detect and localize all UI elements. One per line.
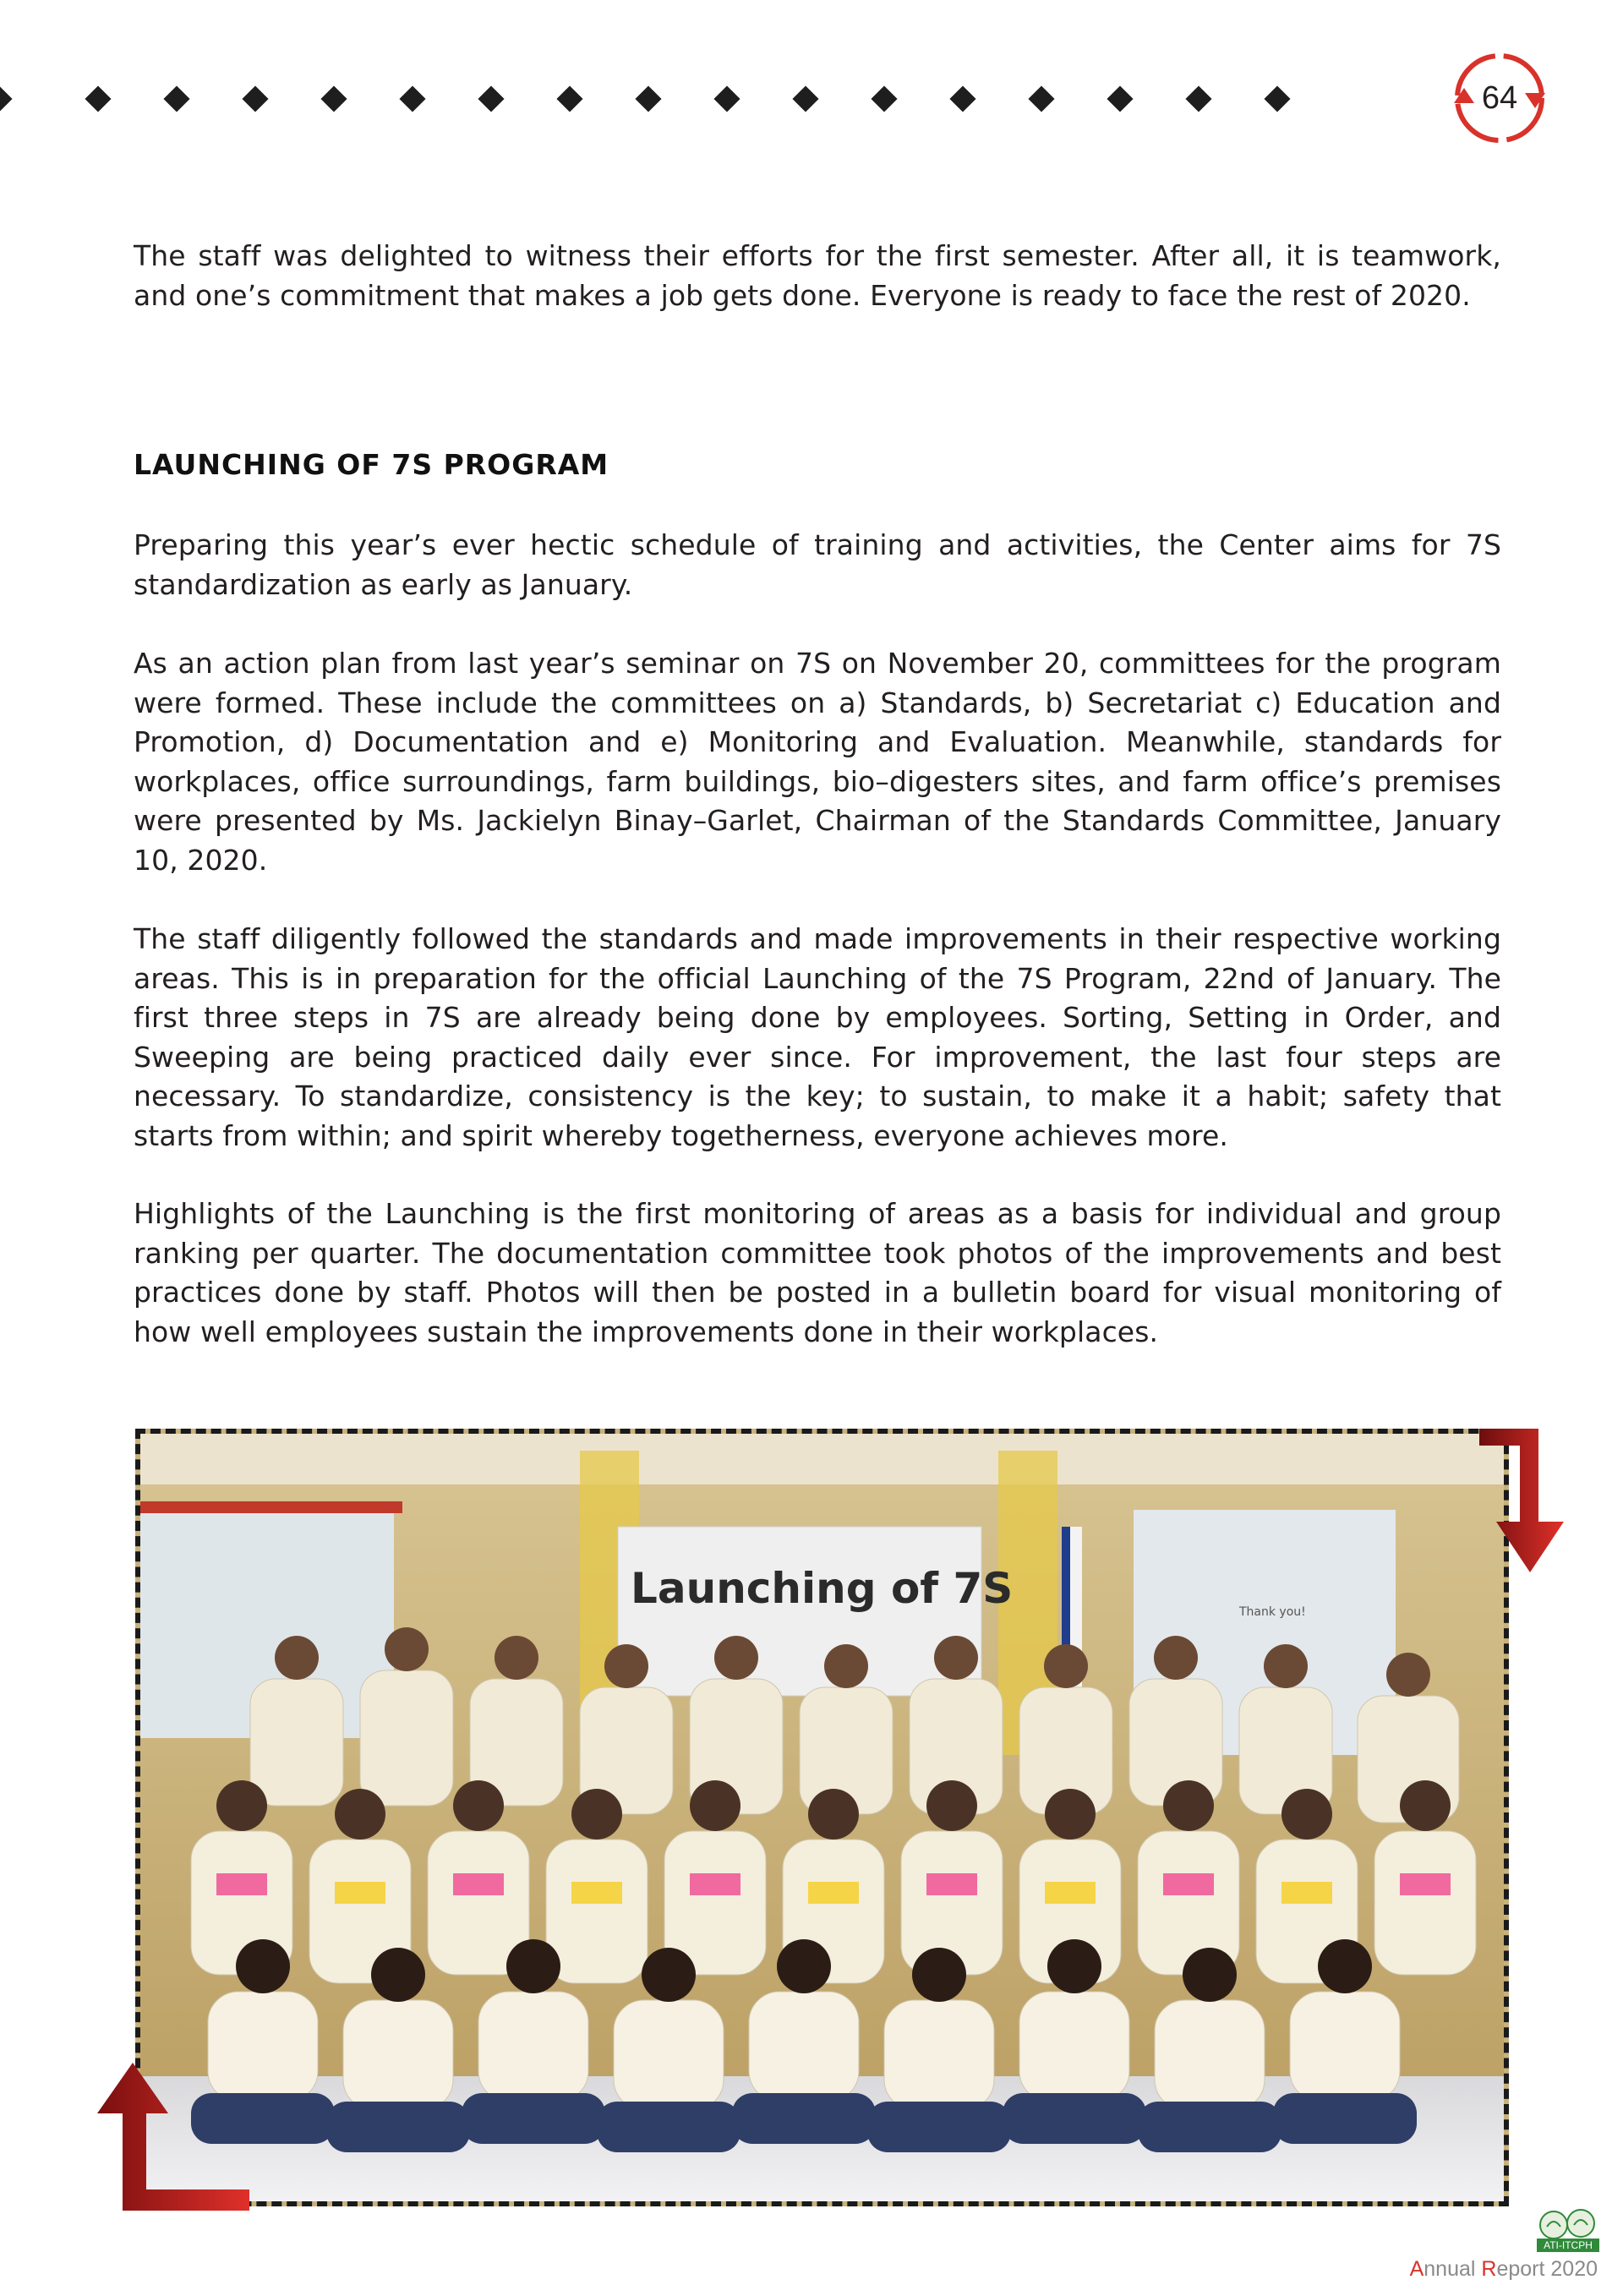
footer-initial-a: A	[1409, 2257, 1424, 2281]
diamond-icon	[478, 85, 504, 112]
diamond-icon	[242, 85, 268, 112]
footer-initial-r: R	[1481, 2257, 1497, 2281]
body-paragraph: The staff diligently followed the standards and made improvements in their respective working areas. This is in preparation for the official Launching of the 7S Program, 22nd of January. The first three steps in 7S are already being done by employees. Sorting, Setting in Order, and Sweeping are being practiced daily ever since. For improvement, the last four steps are necessary. To standardize, consistency is the key; to sustain, to make it a habit; safety that starts from within; and spirit whereby togetherness, everyone achieves more.	[134, 922, 1501, 1152]
diamond-icon	[0, 85, 13, 112]
intro-paragraph: The staff was delighted to witness their efforts for the first semester. After all, it is teamwork, and one’s commitment that makes a job gets done. Everyone is ready to face the rest of 2020.	[134, 239, 1501, 312]
group-photo-illustration	[140, 1434, 1504, 2201]
diamond-icon	[85, 85, 111, 112]
corner-arrow-down-icon	[1479, 1429, 1564, 1572]
header-diamond-row	[0, 83, 1319, 117]
diamond-icon	[1107, 85, 1133, 112]
page-number-badge	[1445, 44, 1554, 152]
diamond-icon	[713, 85, 740, 112]
diamond-icon	[556, 85, 582, 112]
body-paragraph: Highlights of the Launching is the first monitoring of areas as a basis for individual and group ranking per quarter. The documentation committee took photos of the improvements and best practices done by staff. Photos will then be posted in a bulletin board for visual monitoring of how well employees sustain the improvements done in their workplaces.	[134, 1197, 1501, 1348]
diamond-icon	[1185, 85, 1211, 112]
diamond-icon	[871, 85, 897, 112]
body-paragraph: As an action plan from last year’s seminar on 7S on November 20, committees for the program were formed. These include the committees on a) Standards, b) Secretariat c) Education and Promotion, d) Documentation and e) Monitoring and Evaluation. Meanwhile, standards for workplaces, office surroundings, farm buildings, bio–digesters sites, and farm office’s premises were presented by Ms. Jackielyn Binay–Garlet, Chairman of the Standards Committee, January 10, 2020.	[134, 647, 1501, 877]
diamond-icon	[163, 85, 189, 112]
section-heading: LAUNCHING OF 7S PROGRAM	[134, 448, 609, 481]
footer-word-report: eport 2020	[1496, 2257, 1598, 2281]
diamond-icon	[1028, 85, 1054, 112]
photo-banner-text: Launching of 7S	[631, 1564, 1014, 1613]
diamond-icon	[1264, 85, 1290, 112]
diamond-icon	[320, 85, 347, 112]
footer-word-annual: nnual	[1424, 2257, 1482, 2281]
corner-arrow-up-icon	[97, 2063, 249, 2211]
page-number: 64	[1481, 80, 1518, 116]
annual-report-footer	[1410, 2257, 1598, 2282]
diamond-icon	[949, 85, 975, 112]
body-paragraph: Preparing this year’s ever hectic schedule of training and activities, the Center aims for 7S standardization as early as January.	[134, 528, 1501, 601]
diamond-icon	[635, 85, 661, 112]
diamond-icon	[792, 85, 818, 112]
diamond-icon	[399, 85, 425, 112]
screen-text: Thank you!	[1239, 1605, 1306, 1619]
group-photo	[135, 1429, 1509, 2206]
logo-label: ATI-ITCPH	[1537, 2239, 1599, 2252]
